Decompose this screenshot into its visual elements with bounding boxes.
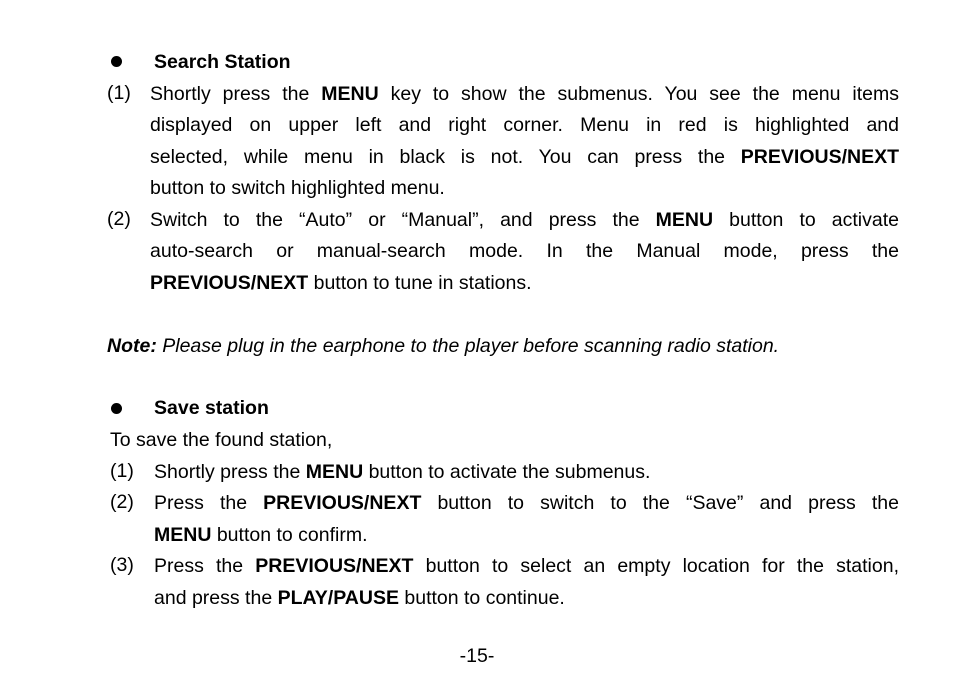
list-item-line: Switch to the “Auto” or “Manual”, and press the MENU button to activate bbox=[150, 209, 899, 231]
bullet-icon bbox=[111, 56, 122, 67]
note-text: Please plug in the earphone to the player before scanning radio station. bbox=[156, 335, 780, 357]
section-heading-search-station: Search Station bbox=[154, 51, 291, 73]
list-number: (3) bbox=[110, 554, 134, 576]
note-paragraph bbox=[107, 334, 779, 358]
section-intro: To save the found station, bbox=[110, 429, 333, 451]
list-number: (2) bbox=[110, 491, 134, 513]
list-item-line: displayed on upper left and right corner. Menu in red is highlighted and bbox=[150, 114, 899, 136]
page-number: -15- bbox=[459, 645, 495, 667]
list-item-line: selected, while menu in black is not. You can press the PREVIOUS/NEXT bbox=[150, 146, 899, 168]
list-item-line: and press the PLAY/PAUSE button to continue. bbox=[154, 587, 565, 609]
list-item-line: button to switch highlighted menu. bbox=[150, 177, 445, 199]
list-item-line: auto-search or manual-search mode. In the Manual mode, press the bbox=[150, 240, 899, 262]
list-number: (1) bbox=[107, 82, 131, 104]
list-item-line: Press the PREVIOUS/NEXT button to select an empty location for the station, bbox=[154, 555, 899, 577]
list-item-line: Shortly press the MENU key to show the submenus. You see the menu items bbox=[150, 83, 899, 105]
section-heading-save-station: Save station bbox=[154, 397, 269, 419]
list-item-line: Press the PREVIOUS/NEXT button to switch to the “Save” and press the bbox=[154, 492, 900, 514]
list-item-line: Shortly press the MENU button to activate the submenus. bbox=[154, 461, 651, 483]
list-number: (1) bbox=[110, 460, 134, 482]
list-item-line: PREVIOUS/NEXT button to tune in stations. bbox=[150, 272, 532, 294]
bullet-icon bbox=[111, 403, 122, 414]
list-item-line: MENU button to confirm. bbox=[154, 524, 368, 546]
list-number: (2) bbox=[107, 208, 131, 230]
note-label: Note: bbox=[107, 335, 157, 357]
